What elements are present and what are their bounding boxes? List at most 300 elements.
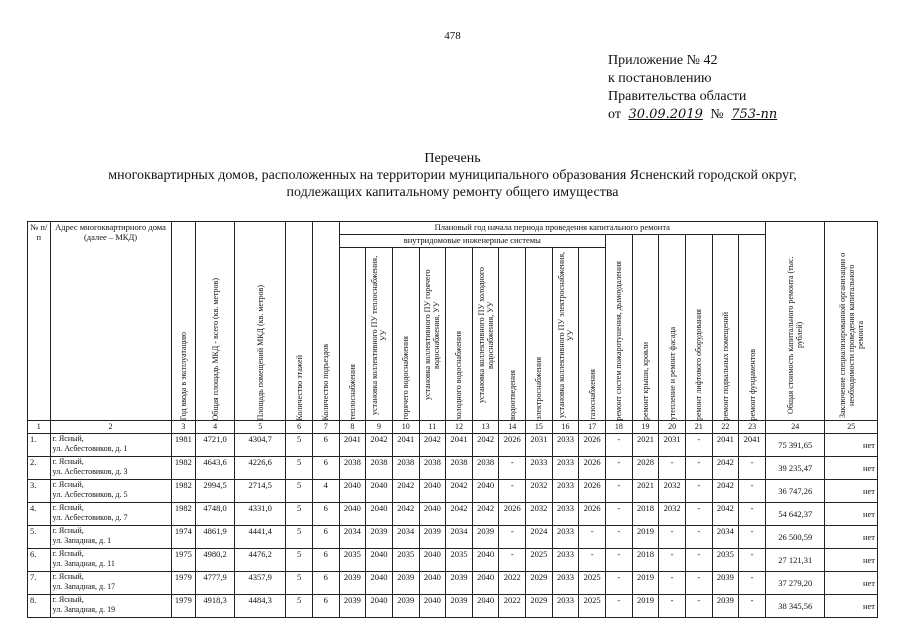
row-cell: -	[606, 526, 633, 549]
row-cost: 26 500,59	[765, 526, 824, 549]
row-cell: 2034	[339, 526, 366, 549]
row-cost: 38 345,56	[765, 595, 824, 618]
row-cell: 2039	[712, 572, 739, 595]
column-number: 23	[739, 421, 766, 434]
row-cell: -	[499, 549, 526, 572]
row-cell: -	[606, 572, 633, 595]
row-cell: -	[579, 549, 606, 572]
table-row	[28, 434, 878, 457]
row-address	[50, 503, 171, 526]
address-street: ул. Западная, д. 11	[52, 558, 115, 568]
column-number: 18	[606, 421, 633, 434]
address-street: ул. Западная, д. 17	[52, 581, 116, 591]
row-conclusion: нет	[825, 434, 878, 457]
row-cell: 2039	[446, 595, 473, 618]
row-cell: 5	[286, 480, 313, 503]
row-cell: 5	[286, 549, 313, 572]
header-system-1	[339, 248, 366, 421]
header-system-3-text: горячего водоснабжения	[401, 336, 411, 420]
number-prefix: №	[710, 107, 724, 122]
address-city: г. Ясный,	[52, 572, 84, 581]
row-cell: 2714,5	[235, 480, 286, 503]
column-number: 10	[392, 421, 419, 434]
row-cell: 2039	[472, 526, 499, 549]
annex-date-line	[608, 106, 781, 124]
page-number: 478	[444, 30, 461, 42]
table-row	[28, 457, 878, 480]
row-cell: 4861,9	[196, 526, 235, 549]
row-cell: 2042	[366, 434, 393, 457]
row-cell: 2034	[446, 526, 473, 549]
row-cell: 2026	[579, 503, 606, 526]
row-cell: 6	[312, 526, 339, 549]
row-conclusion: нет	[825, 595, 878, 618]
row-cell: 2042	[712, 457, 739, 480]
row-cell: -	[606, 434, 633, 457]
row-cell: 2033	[552, 572, 579, 595]
column-number: 22	[712, 421, 739, 434]
column-number: 4	[196, 421, 235, 434]
header-system-5-text: холодного водоснабжения	[454, 330, 464, 420]
row-cell: 5	[286, 595, 313, 618]
row-cell: 2031	[659, 434, 686, 457]
row-cell: 2033	[552, 480, 579, 503]
row-number: 2.	[28, 457, 51, 480]
row-cell: 2029	[526, 595, 553, 618]
row-cell: 2026	[579, 480, 606, 503]
header-floors	[286, 222, 313, 421]
row-cell: -	[685, 480, 712, 503]
row-cell: 2042	[419, 434, 446, 457]
row-cell: 2038	[446, 457, 473, 480]
header-system-4	[419, 248, 446, 421]
row-conclusion: нет	[825, 572, 878, 595]
header-system-5	[446, 248, 473, 421]
column-number: 13	[472, 421, 499, 434]
header-premises-area-text: Площадь помещений МКД (кв. метров)	[255, 284, 265, 420]
row-cell: 4980,2	[196, 549, 235, 572]
header-system-2	[366, 248, 393, 421]
row-cell: 5	[286, 503, 313, 526]
column-number: 2	[50, 421, 171, 434]
address-city: г. Ясный,	[52, 526, 84, 535]
row-cell: 4484,3	[235, 595, 286, 618]
table-row	[28, 503, 878, 526]
row-address	[50, 549, 171, 572]
header-other-4-text: ремонт лифтового оборудования	[694, 308, 704, 420]
row-cell: 1979	[171, 572, 196, 595]
header-system-3	[392, 248, 419, 421]
row-cell: 2039	[446, 572, 473, 595]
row-cell: 2040	[472, 572, 499, 595]
row-cell: 2024	[526, 526, 553, 549]
row-cell: -	[685, 549, 712, 572]
row-cell: 4476,2	[235, 549, 286, 572]
row-cell: 6	[312, 457, 339, 480]
row-cell: 2032	[659, 503, 686, 526]
address-city: г. Ясный,	[52, 434, 84, 443]
column-number: 12	[446, 421, 473, 434]
row-cell: 2034	[392, 526, 419, 549]
header-other-3	[659, 235, 686, 421]
header-premises-area	[235, 222, 286, 421]
row-address	[50, 572, 171, 595]
address-street: ул. Асбестовиков, д. 7	[52, 512, 128, 522]
row-cell: 1982	[171, 480, 196, 503]
row-cell: 4357,9	[235, 572, 286, 595]
header-other-2-text: ремонт крыши, кровли	[640, 342, 650, 420]
row-cell: -	[739, 572, 766, 595]
row-cell: 2039	[366, 526, 393, 549]
table-row	[28, 595, 878, 618]
column-number: 20	[659, 421, 686, 434]
address-city: г. Ясный,	[52, 503, 84, 512]
row-cell: 2021	[632, 434, 659, 457]
column-number: 6	[286, 421, 313, 434]
header-year	[171, 222, 196, 421]
row-cell: 2040	[472, 549, 499, 572]
row-cell: 2042	[446, 503, 473, 526]
row-cell: 2031	[526, 434, 553, 457]
row-cell: 2029	[526, 572, 553, 595]
row-cell: 1975	[171, 549, 196, 572]
row-cell: 2040	[419, 480, 446, 503]
row-cell: 2019	[632, 572, 659, 595]
row-cell: -	[739, 549, 766, 572]
row-cell: 2040	[419, 549, 446, 572]
row-cell: -	[659, 526, 686, 549]
header-cost-text: Общая стоимость капитального ремонта (тыс. рублей)	[786, 256, 805, 414]
buildings-table	[27, 221, 878, 618]
column-number: 15	[526, 421, 553, 434]
row-cell: 2019	[632, 595, 659, 618]
row-number: 3.	[28, 480, 51, 503]
address-street: ул. Асбестовиков, д. 3	[52, 466, 128, 476]
row-cell: 2026	[579, 457, 606, 480]
date-prefix: от	[608, 107, 621, 122]
row-cell: 2041	[446, 434, 473, 457]
header-system-7-text: водоотведения	[507, 370, 517, 420]
row-cell: 1981	[171, 434, 196, 457]
row-cell: 4721,0	[196, 434, 235, 457]
row-cell: 2040	[419, 503, 446, 526]
row-cell: -	[579, 526, 606, 549]
row-cell: 1974	[171, 526, 196, 549]
row-number: 5.	[28, 526, 51, 549]
title-line-3: подлежащих капитальному ремонту общего имущества	[286, 185, 619, 200]
column-number: 1	[28, 421, 51, 434]
row-cell: 2033	[552, 503, 579, 526]
row-cost: 36 747,26	[765, 480, 824, 503]
row-cell: 2040	[472, 480, 499, 503]
header-entrances-text: Количество подъездов	[321, 343, 331, 420]
header-system-7	[499, 248, 526, 421]
row-cell: 2042	[712, 480, 739, 503]
row-cell: -	[659, 595, 686, 618]
header-system-9-text: установка коллективного ПУ электроснабжения, УУ	[556, 252, 575, 418]
row-cell: 4304,7	[235, 434, 286, 457]
column-number: 24	[765, 421, 824, 434]
column-number: 11	[419, 421, 446, 434]
address-city: г. Ясный,	[52, 480, 84, 489]
row-cell: 2032	[526, 503, 553, 526]
row-cell: 2042	[392, 480, 419, 503]
column-number: 7	[312, 421, 339, 434]
header-other-6-text: ремонт фундаментов	[747, 348, 757, 420]
header-floors-text: Количество этажей	[294, 354, 304, 420]
row-cell: 2035	[712, 549, 739, 572]
row-cell: 2039	[712, 595, 739, 618]
header-conclusion-text: Заключение специализированной организации о необходимости проведения капитального ремонта	[837, 252, 865, 418]
address-city: г. Ясный,	[52, 549, 84, 558]
header-other-4	[685, 235, 712, 421]
row-cell: 4441,4	[235, 526, 286, 549]
header-cost	[765, 222, 824, 421]
row-cell: -	[606, 457, 633, 480]
row-number: 8.	[28, 595, 51, 618]
row-cell: -	[499, 480, 526, 503]
row-cell: 2042	[712, 503, 739, 526]
row-cell: 2026	[499, 434, 526, 457]
row-cell: -	[606, 549, 633, 572]
column-numbers-row	[28, 421, 878, 434]
row-cell: -	[685, 503, 712, 526]
header-other-5-text: ремонт подвальных помещений	[720, 311, 730, 420]
table-row	[28, 480, 878, 503]
header-other-5	[712, 235, 739, 421]
row-cell: 2038	[472, 457, 499, 480]
row-conclusion: нет	[825, 526, 878, 549]
title-line-2: многоквартирных домов, расположенных на территории муниципального образования Ясненский городской округ,	[108, 168, 797, 183]
row-cell: -	[739, 480, 766, 503]
header-other-2	[632, 235, 659, 421]
header-system-8-text: электроснабжения	[534, 357, 544, 420]
row-cell: 6	[312, 434, 339, 457]
row-cell: 4226,6	[235, 457, 286, 480]
row-cell: 1979	[171, 595, 196, 618]
row-conclusion: нет	[825, 549, 878, 572]
row-number: 4.	[28, 503, 51, 526]
header-conclusion	[825, 222, 878, 421]
row-cell: 2025	[579, 572, 606, 595]
row-cell: 2022	[499, 572, 526, 595]
row-cell: 6	[312, 595, 339, 618]
header-other-1	[606, 235, 633, 421]
address-city: г. Ясный,	[52, 595, 84, 604]
row-cell: -	[685, 572, 712, 595]
row-cell: 2035	[446, 549, 473, 572]
row-address	[50, 457, 171, 480]
row-conclusion: нет	[825, 480, 878, 503]
row-cell: -	[739, 457, 766, 480]
row-number: 6.	[28, 549, 51, 572]
row-cell: 2040	[366, 480, 393, 503]
row-cell: 2021	[632, 480, 659, 503]
row-cell: 1982	[171, 503, 196, 526]
row-cell: 2033	[552, 549, 579, 572]
row-cell: 2019	[632, 526, 659, 549]
row-cell: 2018	[632, 549, 659, 572]
row-cell: 2040	[366, 503, 393, 526]
header-total-area	[196, 222, 235, 421]
header-year-text: Год ввода в эксплуатацию	[178, 331, 188, 420]
row-cell: -	[685, 595, 712, 618]
column-number: 16	[552, 421, 579, 434]
row-cell: 2033	[552, 595, 579, 618]
row-cell: -	[606, 503, 633, 526]
column-number: 8	[339, 421, 366, 434]
row-cell: 2035	[339, 549, 366, 572]
row-cell: 2041	[339, 434, 366, 457]
row-cell: 5	[286, 434, 313, 457]
header-planned-group: Плановый год начала периода проведения капитального ремонта	[339, 222, 765, 235]
row-cell: -	[659, 572, 686, 595]
row-cell: 6	[312, 503, 339, 526]
row-cell: -	[659, 457, 686, 480]
row-cell: 5	[286, 526, 313, 549]
column-number: 3	[171, 421, 196, 434]
row-cost: 39 235,47	[765, 457, 824, 480]
row-cell: 2040	[472, 595, 499, 618]
row-cell: 2040	[419, 572, 446, 595]
row-cell: 2041	[739, 434, 766, 457]
row-cell: 2040	[366, 572, 393, 595]
column-number: 14	[499, 421, 526, 434]
row-cell: 2025	[526, 549, 553, 572]
row-cell: -	[739, 595, 766, 618]
header-num: № п/п	[28, 222, 51, 421]
address-street: ул. Асбестовиков, д. 5	[52, 489, 128, 499]
row-cell: 2035	[392, 549, 419, 572]
row-cell: -	[499, 457, 526, 480]
table-body	[28, 421, 878, 618]
row-address	[50, 595, 171, 618]
row-cell: -	[739, 503, 766, 526]
row-cell: 2040	[366, 595, 393, 618]
row-address	[50, 434, 171, 457]
annex-line-1: Приложение № 42	[608, 53, 718, 68]
row-cell: 2034	[712, 526, 739, 549]
row-cell: 2042	[446, 480, 473, 503]
table-row	[28, 549, 878, 572]
row-cell: 2040	[366, 549, 393, 572]
row-cell: 2033	[552, 434, 579, 457]
row-cell: 2039	[392, 572, 419, 595]
header-total-area-text: Общая площадь МКД - всего (кв. метров)	[210, 277, 220, 420]
header-system-6-text: установка коллективного ПУ холодного водоснабжения, УУ	[476, 267, 495, 403]
row-cell: 2033	[552, 526, 579, 549]
annex-line-2: к постановлению	[608, 71, 712, 86]
address-street: ул. Западная, д. 19	[52, 604, 116, 614]
header-other-6	[739, 235, 766, 421]
column-number: 25	[825, 421, 878, 434]
annex-line-3: Правительства области	[608, 89, 747, 104]
header-system-4-text: установка коллективного ПУ горячего водоснабжения, УУ	[423, 269, 442, 401]
header-systems-group: внутридомовые инженерные системы	[339, 235, 605, 248]
column-number: 21	[685, 421, 712, 434]
row-cell: 2026	[499, 503, 526, 526]
row-cost: 54 642,37	[765, 503, 824, 526]
document-title	[0, 150, 905, 201]
header-entrances	[312, 222, 339, 421]
row-cell: 2025	[579, 595, 606, 618]
row-cell: 2026	[579, 434, 606, 457]
row-cell: -	[606, 480, 633, 503]
row-cell: 4918,3	[196, 595, 235, 618]
row-address	[50, 526, 171, 549]
row-cell: 4777,9	[196, 572, 235, 595]
row-conclusion: нет	[825, 503, 878, 526]
row-cell: 2042	[472, 503, 499, 526]
row-cell: 2032	[526, 480, 553, 503]
row-cell: 6	[312, 549, 339, 572]
header-system-1-text: теплоснабжения	[347, 364, 357, 420]
column-number: 19	[632, 421, 659, 434]
row-cell: 6	[312, 572, 339, 595]
row-cell: 2040	[339, 503, 366, 526]
header-system-6	[472, 248, 499, 421]
row-cell: 2038	[392, 457, 419, 480]
row-cell: 2039	[392, 595, 419, 618]
row-cell: 2994,5	[196, 480, 235, 503]
row-cell: -	[685, 457, 712, 480]
row-cell: 2040	[339, 480, 366, 503]
header-address: Адрес многоквартирного дома (далее – МКД)	[50, 222, 171, 421]
address-city: г. Ясный,	[52, 457, 84, 466]
row-number: 7.	[28, 572, 51, 595]
row-cell: -	[499, 526, 526, 549]
row-cell: 2022	[499, 595, 526, 618]
header-system-10-text: газоснабжения	[587, 369, 597, 420]
header-system-8	[526, 248, 553, 421]
row-cell: -	[606, 595, 633, 618]
header-system-9	[552, 248, 579, 421]
address-street: ул. Асбестовиков, д. 1	[52, 443, 128, 453]
row-cell: 5	[286, 572, 313, 595]
row-cell: 2038	[339, 457, 366, 480]
row-cell: 2033	[552, 457, 579, 480]
row-cost: 27 121,31	[765, 549, 824, 572]
row-cell: 2033	[526, 457, 553, 480]
title-line-1: Перечень	[424, 151, 481, 166]
address-street: ул. Западная, д. 1	[52, 535, 112, 545]
row-cell: 2038	[366, 457, 393, 480]
row-cell: 2038	[419, 457, 446, 480]
row-cell: 2041	[712, 434, 739, 457]
annex-block	[608, 52, 781, 124]
row-cell: -	[685, 526, 712, 549]
row-cell: 4748,0	[196, 503, 235, 526]
row-cost: 37 279,20	[765, 572, 824, 595]
header-other-3-text: утепление и ремонт фасада	[667, 326, 677, 420]
row-cell: -	[685, 434, 712, 457]
row-cost: 75 391,65	[765, 434, 824, 457]
row-number: 1.	[28, 434, 51, 457]
row-cell: 2042	[392, 503, 419, 526]
row-cell: 2042	[472, 434, 499, 457]
row-cell: 2040	[419, 595, 446, 618]
row-cell: 5	[286, 457, 313, 480]
row-cell: 4643,6	[196, 457, 235, 480]
table-row	[28, 526, 878, 549]
row-cell: 2032	[659, 480, 686, 503]
row-cell: 2028	[632, 457, 659, 480]
row-cell: 2039	[339, 595, 366, 618]
row-cell: -	[739, 526, 766, 549]
header-system-2-text: установка коллективного ПУ теплоснабжения, УУ	[370, 255, 389, 415]
row-conclusion: нет	[825, 457, 878, 480]
row-cell: 2041	[392, 434, 419, 457]
